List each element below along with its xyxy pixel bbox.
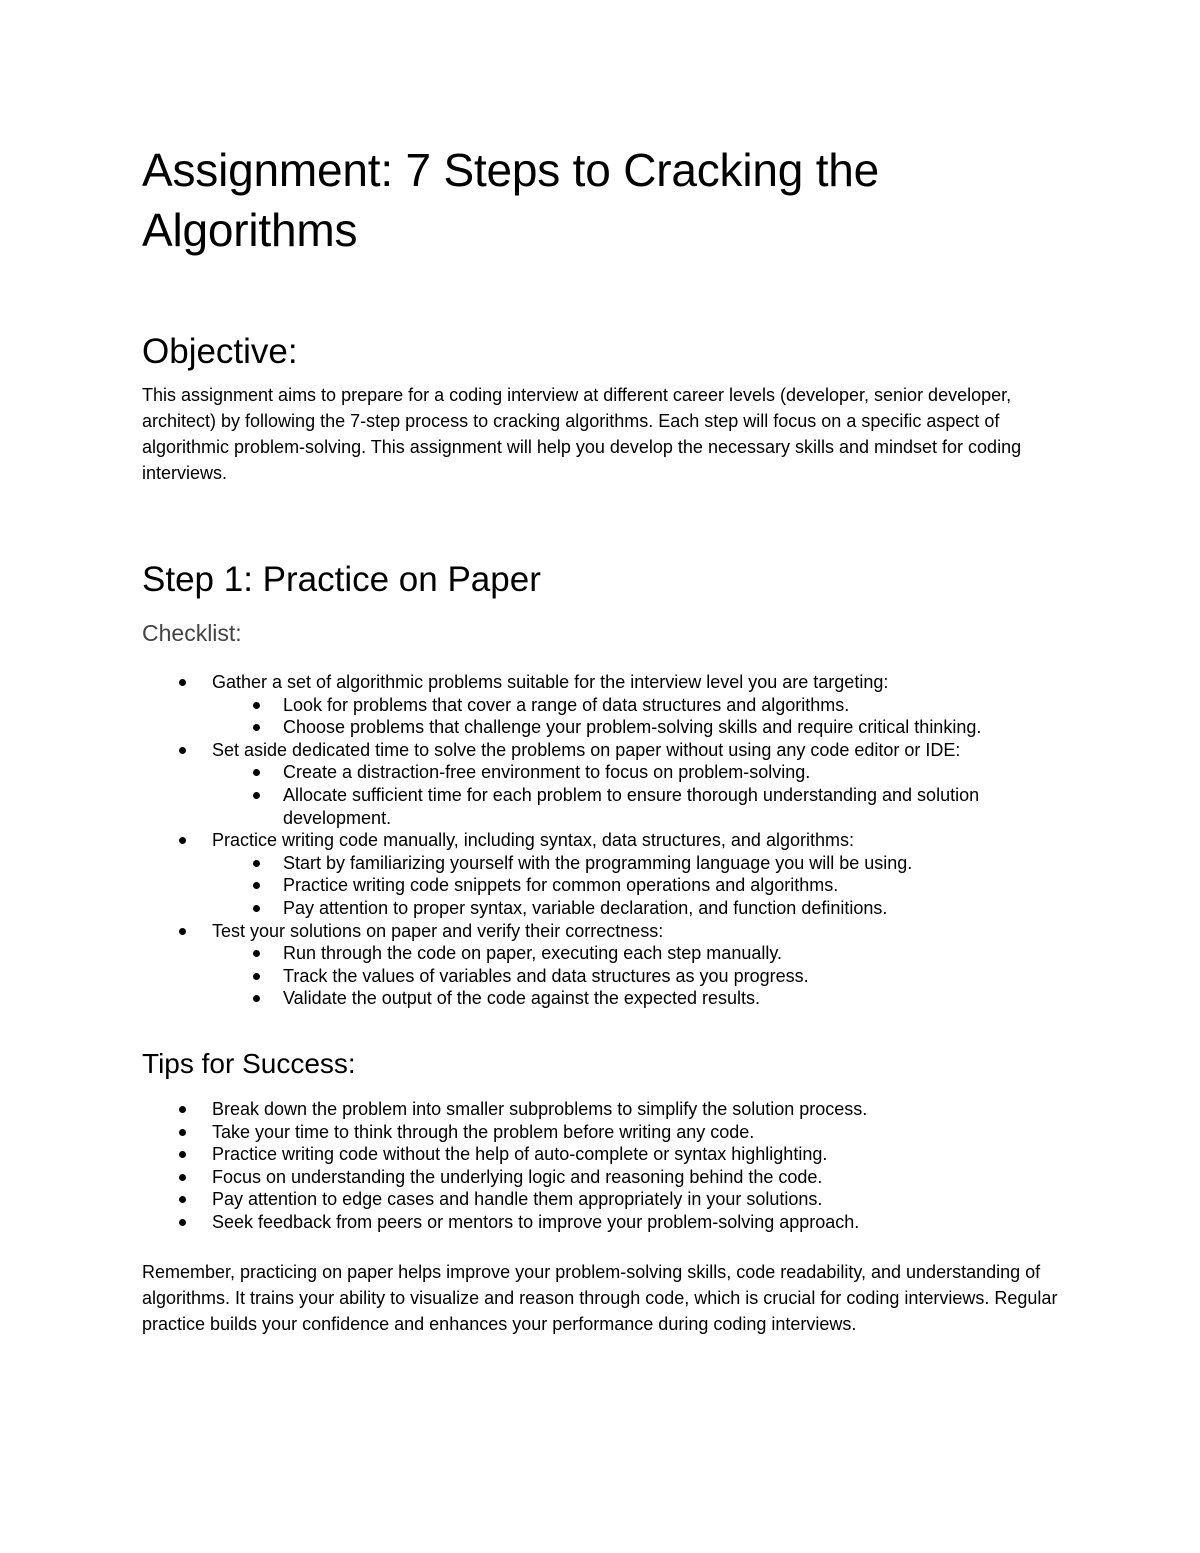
sub-list: [212, 942, 1067, 1010]
list-item-text: Pay attention to proper syntax, variable declaration, and function definitions.: [283, 897, 888, 918]
list-item-text: Look for problems that cover a range of data structures and algorithms.: [283, 694, 850, 715]
checklist-heading: Checklist:: [142, 620, 242, 646]
list-item: [142, 1121, 1067, 1144]
list-item-text: Practice writing code manually, including syntax, data structures, and algorithms:: [212, 830, 854, 851]
list-item-text: Choose problems that challenge your problem-solving skills and require critical thinking.: [283, 717, 982, 738]
list-item: [142, 739, 1067, 829]
document-page: [142, 140, 1067, 1337]
list-item-text: Gather a set of algorithmic problems suitable for the interview level you are targeting:: [212, 672, 889, 692]
bullet-icon: [179, 679, 186, 686]
list-item-text: Test your solutions on paper and verify their correctness:: [212, 920, 664, 941]
bullet-icon: [179, 1106, 186, 1113]
objective-heading: Objective:: [142, 332, 298, 371]
list-item: [142, 1166, 1067, 1189]
bullet-icon: [253, 905, 260, 912]
list-item: [142, 965, 1067, 988]
bullet-icon: [179, 1129, 186, 1136]
bullet-icon: [253, 860, 260, 867]
bullet-icon: [179, 747, 186, 754]
checklist: [142, 671, 1067, 1010]
bullet-icon: [179, 1196, 186, 1203]
list-item-text: Track the values of variables and data structures as you progress.: [283, 965, 809, 986]
bullet-icon: [179, 1174, 186, 1181]
list-item: [142, 987, 1067, 1010]
sub-list: [212, 852, 1067, 920]
bullet-icon: [253, 995, 260, 1002]
bullet-icon: [179, 1219, 186, 1226]
list-item-text: Seek feedback from peers or mentors to improve your problem-solving approach.: [212, 1211, 860, 1232]
bullet-icon: [253, 882, 260, 889]
list-item-text: Take your time to think through the problem before writing any code.: [212, 1121, 755, 1142]
list-item: [142, 1211, 1067, 1234]
list-item: [142, 1188, 1067, 1211]
bullet-icon: [253, 792, 260, 799]
bullet-icon: [179, 837, 186, 844]
sub-list: [212, 694, 1067, 739]
bullet-icon: [253, 702, 260, 709]
list-item-text: Practice writing code without the help of auto-complete or syntax highlighting.: [212, 1144, 828, 1165]
list-item-text: Allocate sufficient time for each problem to ensure thorough understanding and solution development.: [283, 784, 980, 828]
list-item: [142, 852, 1067, 875]
list-item: [142, 784, 1043, 829]
list-item-text: Validate the output of the code against the expected results.: [283, 988, 760, 1009]
document-title: Assignment: 7 Steps to Cracking the Algorithms: [142, 144, 880, 256]
list-item: [142, 1143, 1067, 1166]
list-item-text: Set aside dedicated time to solve the problems on paper without using any code editor or IDE:: [212, 739, 961, 760]
list-item: [142, 920, 1067, 1010]
list-item: [142, 874, 1067, 897]
bullet-icon: [253, 769, 260, 776]
list-item: [142, 942, 1067, 965]
bullet-icon: [179, 928, 186, 935]
list-item: [142, 671, 1067, 739]
tips-list: [142, 1098, 1067, 1234]
list-item-text: Focus on understanding the underlying logic and reasoning behind the code.: [212, 1166, 823, 1187]
list-item: [142, 829, 1067, 919]
bullet-icon: [253, 973, 260, 980]
list-item-text: Create a distraction-free environment to focus on problem-solving.: [283, 762, 811, 783]
list-item-text: Pay attention to edge cases and handle them appropriately in your solutions.: [212, 1189, 823, 1210]
list-item-text: Run through the code on paper, executing each step manually.: [283, 943, 783, 964]
sub-list: [212, 761, 1067, 829]
objective-text: This assignment aims to prepare for a coding interview at different career levels (developer, senior developer, architect) by following the 7-step process to cracking algorithms. Each step will focus on a specific aspect of algorithmic problem-solving. This assignment will help you develop the necessary skills and mindset for coding interviews.: [142, 385, 1022, 483]
list-item-text: Break down the problem into smaller subproblems to simplify the solution process.: [212, 1098, 868, 1119]
list-item-text: Start by familiarizing yourself with the programming language you will be using.: [283, 852, 913, 873]
bullet-icon: [179, 1151, 186, 1158]
bullet-icon: [253, 724, 260, 731]
list-item: [142, 897, 1067, 920]
tips-heading: Tips for Success:: [142, 1047, 356, 1079]
list-item: [142, 716, 1067, 739]
bullet-icon: [253, 950, 260, 957]
list-item: [142, 694, 1067, 717]
list-item: [142, 1098, 1067, 1121]
closing-text: Remember, practicing on paper helps improve your problem-solving skills, code readability, and understanding of algorithms. It trains your ability to visualize and reason through code, which is crucial for coding interviews. Regular practice builds your confidence and enhances your performance during coding interviews.: [142, 1262, 1058, 1335]
step1-heading: Step 1: Practice on Paper: [142, 560, 541, 599]
list-item-text: Practice writing code snippets for common operations and algorithms.: [283, 875, 839, 896]
list-item: [142, 761, 1067, 784]
